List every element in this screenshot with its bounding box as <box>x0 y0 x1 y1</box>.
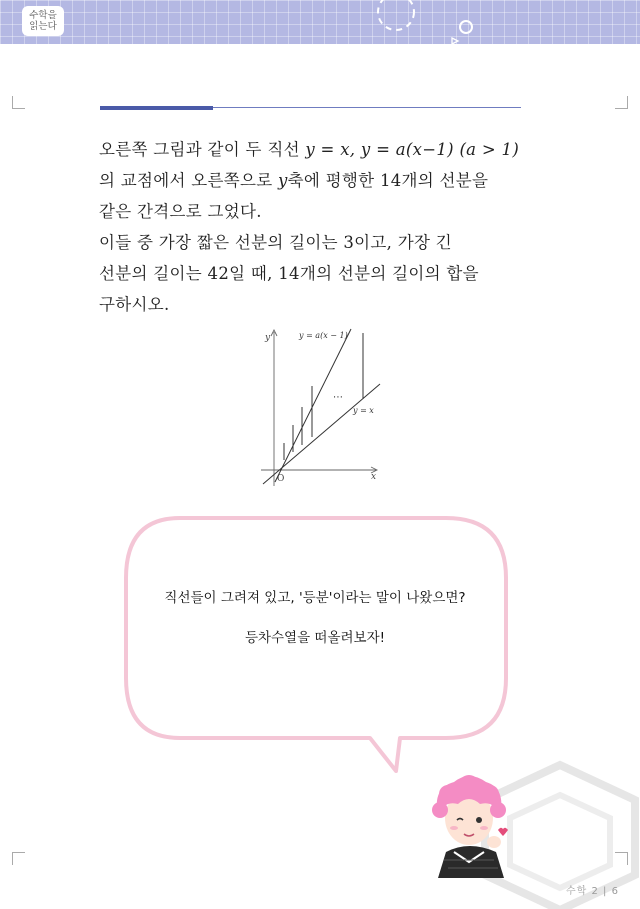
origin-label: O <box>277 474 285 484</box>
logo-line1: 수학을 <box>29 10 57 21</box>
equation-steep-line: y = a(x−1) <box>360 140 454 159</box>
crop-mark-top-left <box>12 96 25 109</box>
diagonal-line-label: y = x <box>353 406 374 415</box>
line-y-eq-x <box>263 384 380 484</box>
line-steep <box>275 329 351 482</box>
condition: (a > 1) <box>459 140 520 159</box>
hint-line-2: 등차수열을 떠올려보자! <box>244 630 386 646</box>
problem-statement <box>99 134 539 320</box>
character-illustration <box>424 770 514 878</box>
problem-line-4: 이들 중 가장 짧은 선분의 길이는 3이고, 가장 긴 <box>99 233 453 252</box>
page-number: 수학 2 | 6 <box>566 886 619 897</box>
problem-line-1: 오른쪽 그림과 같이 두 직선 y = x, y = a(x−1) (a > 1) <box>99 140 520 159</box>
y-axis-label: y <box>265 333 271 343</box>
title-rule-thick <box>100 106 213 110</box>
line-diagram <box>255 324 385 489</box>
steep-line-label: y = a(x − 1) <box>299 331 348 340</box>
header-decoration <box>0 0 640 44</box>
logo <box>22 6 64 36</box>
problem-line-3: 같은 간격으로 그었다. <box>99 202 262 221</box>
crop-mark-top-right <box>615 96 628 109</box>
title-rule-thin <box>213 107 521 108</box>
hint-text <box>130 588 500 648</box>
problem-line-5: 선분의 길이는 42일 때, 14개의 선분의 길이의 합을 <box>99 264 479 283</box>
crop-mark-bottom-left <box>12 852 25 865</box>
problem-line-2: 의 교점에서 오른쪽으로 y축에 평행한 14개의 선분을 <box>99 171 489 190</box>
header-band <box>0 0 640 44</box>
problem-line-6: 구하시오. <box>99 295 170 314</box>
segments-ellipsis: ⋯ <box>333 392 343 403</box>
logo-line2: 읽는다 <box>29 21 57 32</box>
x-axis-label: x <box>371 472 377 482</box>
hint-line-1: 직선들이 그려져 있고, '등분'이라는 말이 나왔으면? <box>164 590 466 606</box>
speech-bubble <box>124 516 514 781</box>
equation-y-eq-x: y = x, <box>305 140 356 159</box>
